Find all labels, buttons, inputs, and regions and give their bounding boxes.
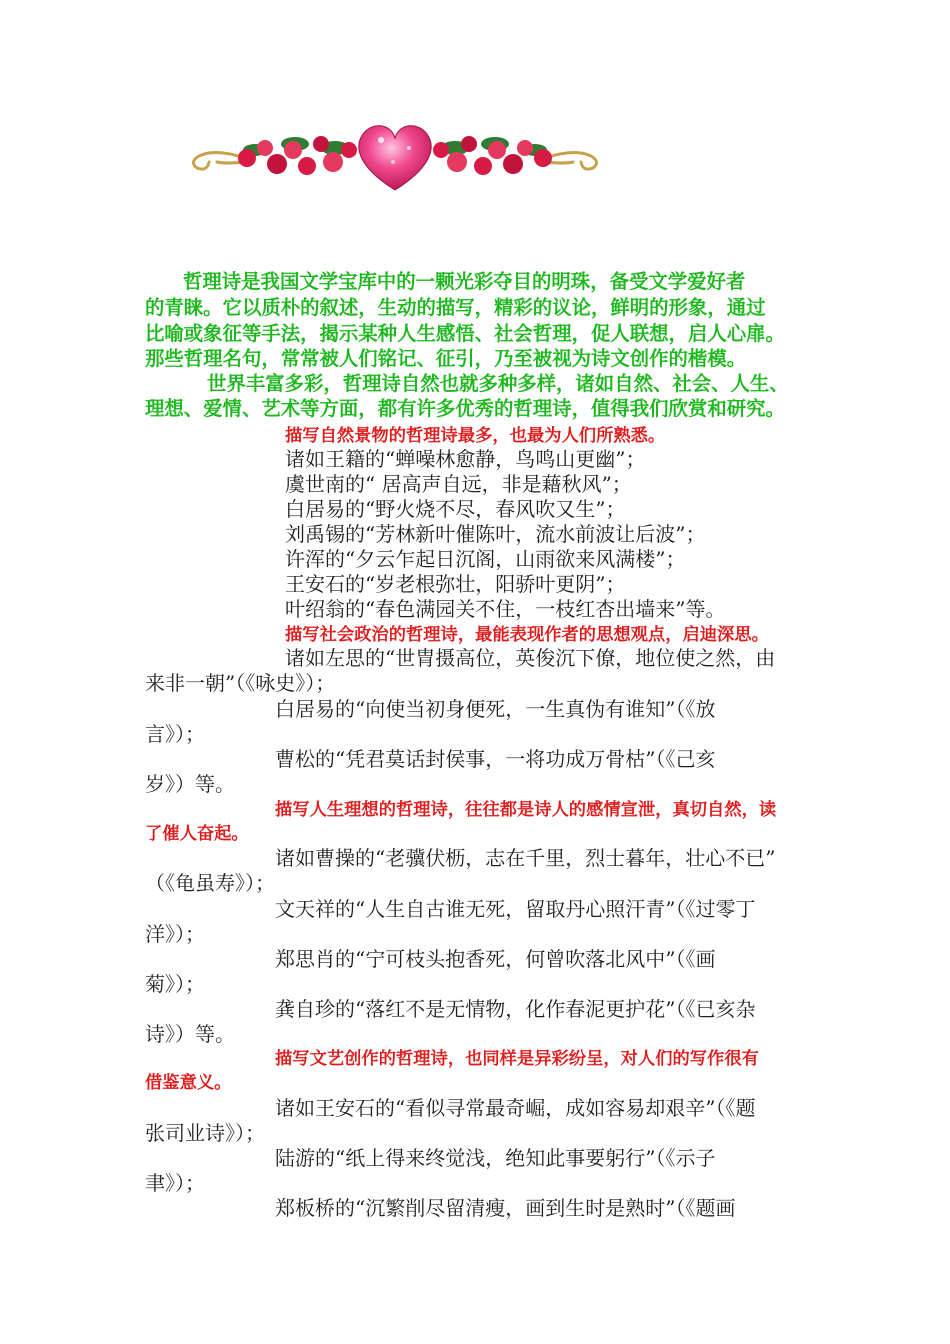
art-item: 陆游的“纸上得来终觉浅，绝知此事要躬行”（《示子 (275, 1146, 716, 1170)
art-item: 诸如王安石的“看似寻常最奇崛，成如容易却艰辛”（《题 (275, 1096, 756, 1120)
nature-item: 许浑的“夕云乍起日沉阁，山雨欲来风满楼”； (285, 547, 686, 571)
intro-line-6: 理想、爱情、艺术等方面，都有许多优秀的哲理诗，值得我们欣赏和研究。 (145, 397, 785, 420)
nature-item: 叶绍翁的“春色满园关不住，一枝红杏出墙来”等。 (285, 597, 726, 621)
art-item: 张司业诗》）； (145, 1121, 265, 1145)
life-item: 郑思肖的“宁可枝头抱香死，何曾吹落北风中”（《画 (275, 947, 716, 971)
life-item: 诸如曹操的“老骥伏枥，志在千里，烈士暮年，壮心不已” (275, 846, 776, 870)
life-item: 洋》）； (145, 922, 205, 946)
heart-rose-banner (185, 118, 605, 193)
nature-item: 白居易的“野火烧不尽，春风吹又生”； (285, 497, 626, 521)
society-heading: 描写社会政治的哲理诗，最能表现作者的思想观点，启迪深思。 (285, 625, 769, 645)
life-item: 菊》）； (145, 972, 205, 996)
heart-icon (359, 126, 431, 190)
art-heading-cont: 借鉴意义。 (145, 1073, 232, 1093)
art-item: 郑板桥的“沉繁削尽留清瘦，画到生时是熟时”（《题画 (275, 1196, 736, 1220)
society-item: 岁》）等。 (145, 772, 235, 796)
life-item: 诗》）等。 (145, 1022, 235, 1046)
society-item: 诸如左思的“世胄摄高位，英俊沉下僚，地位使之然，由 (285, 646, 776, 670)
intro-line-3: 比喻或象征等手法，揭示某种人生感悟、社会哲理，促人联想，启人心扉。 (145, 322, 785, 345)
life-heading: 描写人生理想的哲理诗，往往都是诗人的感情宣泄，真切自然，读 (275, 800, 777, 820)
society-item: 言》）； (145, 722, 205, 746)
intro-line-5: 世界丰富多彩，哲理诗自然也就多种多样，诸如自然、社会、人生、 (207, 372, 789, 395)
life-heading-cont: 了催人奋起。 (145, 824, 249, 844)
society-item: 白居易的“向使当初身便死，一生真伪有谁知”（《放 (275, 697, 716, 721)
roses-right (433, 136, 552, 175)
intro-line-1: 哲理诗是我国文学宝库中的一颗光彩夺目的明珠，备受文学爱好者 (183, 270, 746, 293)
intro-line-2: 的青睐。它以质朴的叙述，生动的描写，精彩的议论，鲜明的形象，通过 (145, 296, 766, 319)
life-item: （《龟虽寿》）； (145, 871, 275, 895)
life-item: 文天祥的“人生自古谁无死，留取丹心照汗青”（《过零丁 (275, 897, 756, 921)
nature-item: 刘禹锡的“芳林新叶催陈叶，流水前波让后波”； (285, 522, 706, 546)
life-item: 龚自珍的“落红不是无情物，化作春泥更护花”（《已亥杂 (275, 997, 756, 1021)
society-item: 曹松的“凭君莫话封侯事，一将功成万骨枯”（《己亥 (275, 747, 716, 771)
art-heading: 描写文艺创作的哲理诗，也同样是异彩纷呈，对人们的写作很有 (275, 1049, 759, 1069)
gold-scroll-right (545, 152, 597, 169)
nature-item: 王安石的“岁老根弥壮，阳骄叶更阴”； (285, 572, 626, 596)
nature-item: 诸如王籍的“蝉噪林愈静，鸟鸣山更幽”； (285, 447, 646, 471)
art-item: 聿》）； (145, 1171, 205, 1195)
gold-scroll-left (193, 152, 245, 169)
society-item: 来非一朝”（《咏史》）； (145, 671, 336, 695)
nature-item: 虞世南的“ 居高声自远，非是藉秋风”； (285, 472, 632, 496)
intro-line-4: 那些哲理名句，常常被人们铭记、征引，乃至被视为诗文创作的楷模。 (145, 347, 747, 370)
nature-heading: 描写自然景物的哲理诗最多，也最为人们所熟悉。 (285, 426, 666, 446)
roses-left (238, 136, 357, 175)
